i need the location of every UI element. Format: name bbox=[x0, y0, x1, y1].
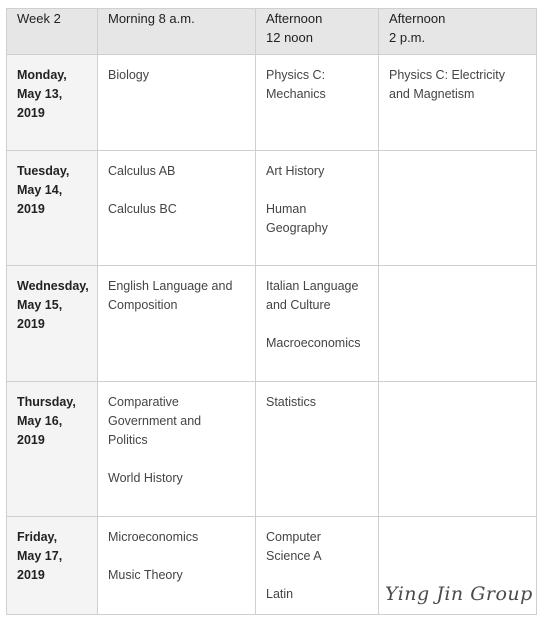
header-pm-line-1: Afternoon bbox=[389, 11, 446, 26]
header-pm bbox=[379, 9, 537, 55]
morning-cell bbox=[98, 55, 256, 151]
header-week bbox=[7, 9, 98, 55]
header-week-text: Week 2 bbox=[17, 11, 61, 26]
date-line: 2019 bbox=[17, 433, 45, 447]
table-row bbox=[7, 266, 537, 382]
date-cell bbox=[7, 517, 98, 615]
exam-name: Physics C: bbox=[266, 68, 326, 82]
date-cell bbox=[7, 382, 98, 517]
pm-cell bbox=[379, 151, 537, 266]
date-line: May 17, bbox=[17, 549, 63, 563]
noon-cell bbox=[256, 55, 379, 151]
exam-name: Music Theory bbox=[108, 568, 183, 582]
date-line: May 14, bbox=[17, 183, 63, 197]
header-noon-line-2: 12 noon bbox=[266, 30, 313, 45]
exam-name: Science A bbox=[266, 549, 322, 563]
date-cell bbox=[7, 55, 98, 151]
header-pm-line-2: 2 p.m. bbox=[389, 30, 426, 45]
watermark-logo: Ying Jin Group bbox=[385, 583, 533, 605]
exam-name: Italian Language bbox=[266, 279, 359, 293]
morning-cell bbox=[98, 517, 256, 615]
date-line: 2019 bbox=[17, 568, 45, 582]
exam-name: Computer bbox=[266, 530, 321, 544]
exam-name: Human bbox=[266, 202, 307, 216]
exam-schedule-table bbox=[6, 8, 537, 615]
date-line: May 15, bbox=[17, 298, 63, 312]
noon-cell bbox=[256, 266, 379, 382]
exam-name: Politics bbox=[108, 433, 148, 447]
date-cell bbox=[7, 266, 98, 382]
exam-name: World History bbox=[108, 471, 183, 485]
date-line: 2019 bbox=[17, 317, 45, 331]
date-line: Wednesday, bbox=[17, 279, 89, 293]
exam-name: Art History bbox=[266, 164, 325, 178]
date-line: Friday, bbox=[17, 530, 58, 544]
exam-name: Latin bbox=[266, 587, 294, 601]
exam-name: Biology bbox=[108, 68, 149, 82]
exam-name: Physics C: Electricity bbox=[389, 68, 505, 82]
header-morning-text: Morning 8 a.m. bbox=[108, 11, 195, 26]
header-row bbox=[7, 9, 537, 55]
exam-name: Mechanics bbox=[266, 87, 326, 101]
table-row bbox=[7, 55, 537, 151]
exam-name: Calculus BC bbox=[108, 202, 177, 216]
header-noon-line-1: Afternoon bbox=[266, 11, 323, 26]
pm-cell bbox=[379, 55, 537, 151]
date-line: Tuesday, bbox=[17, 164, 70, 178]
date-cell bbox=[7, 151, 98, 266]
noon-cell bbox=[256, 382, 379, 517]
exam-name: Geography bbox=[266, 221, 328, 235]
table-row bbox=[7, 151, 537, 266]
date-line: Thursday, bbox=[17, 395, 76, 409]
exam-name: Composition bbox=[108, 298, 178, 312]
exam-name: Microeconomics bbox=[108, 530, 199, 544]
date-line: 2019 bbox=[17, 106, 45, 120]
noon-cell bbox=[256, 517, 379, 615]
noon-cell bbox=[256, 151, 379, 266]
exam-name: Comparative bbox=[108, 395, 179, 409]
exam-name: Macroeconomics bbox=[266, 336, 361, 350]
date-line: 2019 bbox=[17, 202, 45, 216]
morning-cell bbox=[98, 151, 256, 266]
header-morning bbox=[98, 9, 256, 55]
exam-name: English Language and bbox=[108, 279, 233, 293]
date-line: May 16, bbox=[17, 414, 63, 428]
exam-name: and Magnetism bbox=[389, 87, 475, 101]
pm-cell bbox=[379, 382, 537, 517]
exam-name: Government and bbox=[108, 414, 202, 428]
table-row bbox=[7, 382, 537, 517]
pm-cell bbox=[379, 266, 537, 382]
exam-name: and Culture bbox=[266, 298, 331, 312]
exam-name: Calculus AB bbox=[108, 164, 176, 178]
header-noon bbox=[256, 9, 379, 55]
date-line: May 13, bbox=[17, 87, 63, 101]
exam-name: Statistics bbox=[266, 395, 317, 409]
morning-cell bbox=[98, 266, 256, 382]
date-line: Monday, bbox=[17, 68, 67, 82]
morning-cell bbox=[98, 382, 256, 517]
